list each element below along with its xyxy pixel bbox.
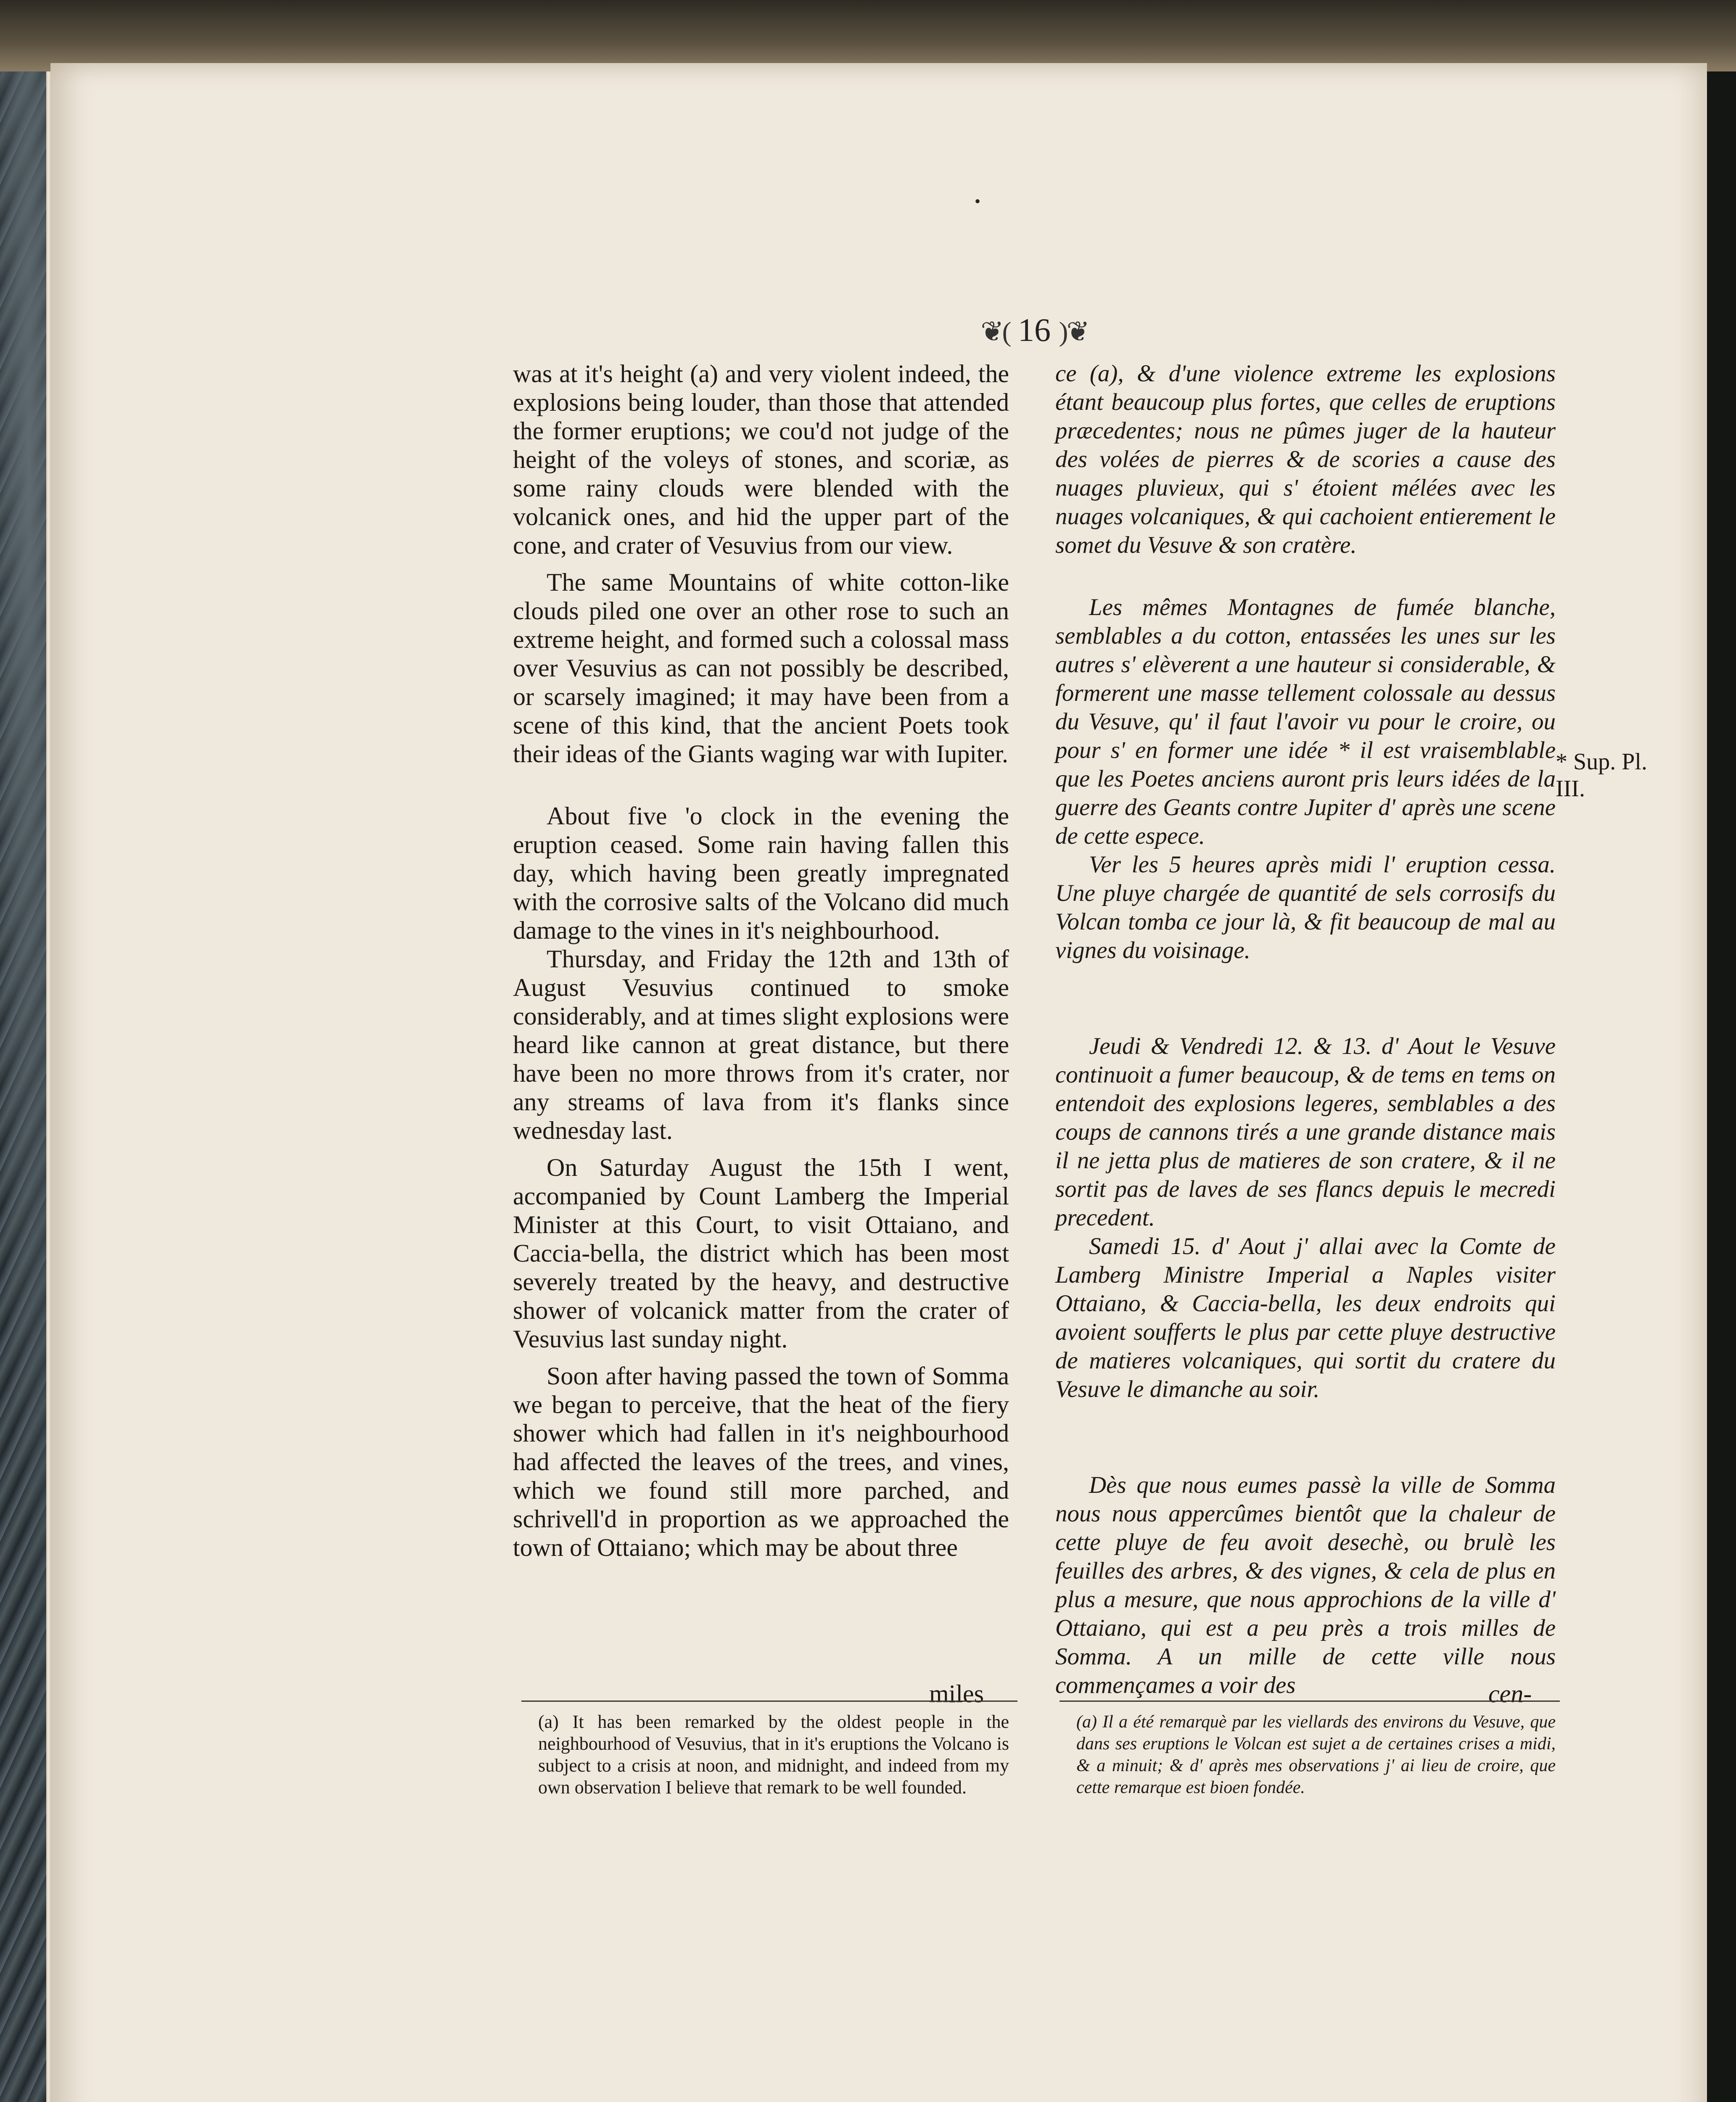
french-column xyxy=(1055,359,1556,1700)
ornament-right: )❦ xyxy=(1059,317,1088,347)
english-paragraph: Soon after having passed the town of Somma we began to perceive, that the heat of the fiery shower which had fallen in it's neighbourhood had affected the leaves of the trees, and vines, which we found still more parched, and schrivell'd in proportion as we approached the town of Ottaiano; which may be about three xyxy=(513,1362,1009,1561)
english-paragraph: Thursday, and Friday the 12th and 13th of August Vesuvius continued to smoke considerably, and at times slight explosions were heard like cannon at great distance, but there have been no more throws from it's crater, nor any streams of lava from it's flanks since wednesday last. xyxy=(513,945,1009,1144)
english-footnote: (a) It has been remarked by the oldest people in the neighbourhood of Vesuvius, that in it's eruptions the Volcano is subject to a crisis at noon, and midnight, and indeed from my own observation I believe that remark to be well founded. xyxy=(538,1711,1009,1798)
ink-mark: • xyxy=(975,192,981,211)
french-paragraph: ce (a), & d'une violence extreme les explosions étant beaucoup plus fortes, que celles de eruptions præcedentes; nous ne pûmes juger de la hauteur des volées de pierres & de scories a cause des nuages pluvieux, qui s' étoient mélées avec les nuages volcaniques, & qui cachoient entierement le somet du Vesuve & son cratère. xyxy=(1055,360,1556,558)
margin-note: * Sup. Pl. III. xyxy=(1556,749,1647,802)
french-paragraph: Ver les 5 heures après midi l' eruption cessa. Une pluye chargée de quantité de sels corrosifs du Volcan tomba ce jour là, & fit beaucoup de mal au vignes du voisinage. xyxy=(1055,851,1556,964)
english-catchword: miles xyxy=(929,1680,984,1708)
page-number: 16 xyxy=(1018,312,1051,348)
french-paragraph: Les mêmes Montagnes de fumée blanche, semblables a du cotton, entassées les unes sur les autres s' elèverent a une hauteur si considerable, & formerent une masse tellement colossale au dessus du Vesuve, qu' il faut l'avoir vu pour le croire, ou pour s' en former une idée * il est vraisemblable que les Poetes anciens auront pris leurs idées de la guerre des Geants contre Jupiter d' après une scene de cette espece. xyxy=(1055,594,1556,849)
page-header xyxy=(959,311,1110,349)
footnote-rule xyxy=(1060,1701,1560,1702)
english-column xyxy=(513,359,1009,1562)
binding-edge xyxy=(0,0,1736,71)
english-paragraph: On Saturday August the 15th I went, accompanied by Count Lamberg the Imperial Minister at this Court, to visit Ottaiano, and Caccia-bella, the district which has been most severely treated by the heavy, and destructive shower of volcanick matter from the crater of Vesuvius last sunday night. xyxy=(513,1154,1009,1353)
french-paragraph: Dès que nous eumes passè la ville de Somma nous nous appercûmes bientôt que la chaleur de cette pluye de feu avoit desechè, ou brulè les feuilles des arbres, & des vignes, & cela de plus en plus a mesure, que nous approchions de la ville d' Ottaiano, qui est a peu près a trois milles de Somma. A un mille de cette ville nous commençames a voir des xyxy=(1055,1472,1556,1698)
french-paragraph: Samedi 15. d' Aout j' allai avec la Comte de Lamberg Ministre Imperial a Naples visiter Ottaiano, & Caccia-bella, les deux endroits qui avoient soufferts le plus par cette pluye destructive de matieres volcaniques, qui sortit du cratere du Vesuve le dimanche au soir. xyxy=(1055,1233,1556,1402)
english-paragraph: About five 'o clock in the evening the eruption ceased. Some rain having fallen this day, which having been greatly impregnated with the corrosive salts of the Volcano did much damage to the vines in it's neighbourhood. xyxy=(513,802,1009,944)
english-paragraph: was at it's height (a) and very violent indeed, the explosions being louder, than those that attended the former eruptions; we cou'd not judge of the height of the voleys of stones, and scoriæ, as some rainy clouds were blended with the volcanick ones, and hid the upper part of the cone, and crater of Vesuvius from our view. xyxy=(513,360,1009,559)
english-paragraph: The same Mountains of white cotton-like clouds piled one over an other rose to such an extreme height, and formed such a colossal mass over Vesuvius as can not possibly be described, or scarsely imagined; it may have been from a scene of this kind, that the ancient Poets took their ideas of the Giants waging war with Iupiter. xyxy=(513,568,1009,768)
ornament-left: ❦( xyxy=(980,317,1010,347)
french-catchword: cen- xyxy=(1488,1680,1532,1708)
french-paragraph: Jeudi & Vendredi 12. & 13. d' Aout le Vesuve continuoit a fumer beaucoup, & de tems en tems on entendoit des explosions legeres, semblables a des coups de cannons tirés a une grande distance mais il ne jetta plus de matieres de son cratere, & il ne sortit pas de laves de ses flancs depuis le mecredi precedent. xyxy=(1055,1033,1556,1231)
footnote-rule xyxy=(521,1701,1017,1702)
french-footnote: (a) Il a été remarquè par les viellards des environs du Vesuve, que dans ses eruptions le Volcan est sujet a de certaines crises a midi, & a minuit; & d' après mes observations j' ai lieu de croire, que cette remarque est bioen fondée. xyxy=(1076,1712,1556,1797)
